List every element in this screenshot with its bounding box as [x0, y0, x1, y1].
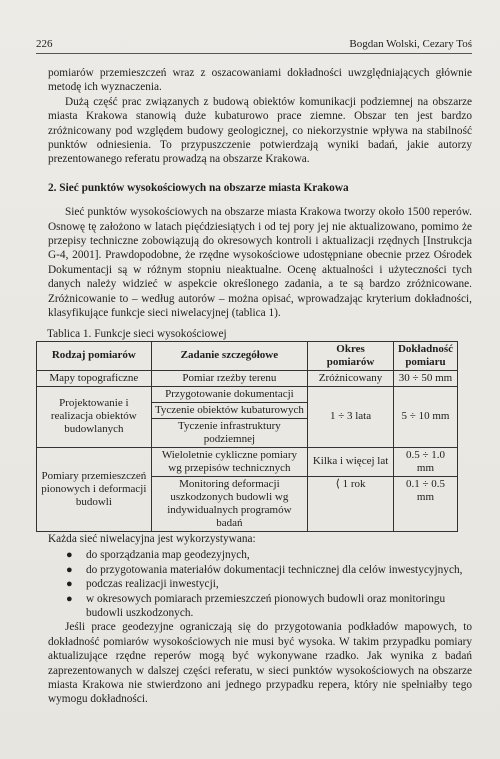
- table-cell: 30 ÷ 50 mm: [393, 370, 457, 386]
- table-row: [37, 386, 458, 402]
- table-cell: Tyczenie obiektów kubaturowych: [151, 402, 307, 418]
- bullet-icon: ●: [66, 592, 73, 605]
- table-row: [37, 370, 458, 386]
- table-header-cell: Okres pomiarów: [308, 341, 394, 370]
- table-header-cell: Zadanie szczegółowe: [151, 341, 307, 370]
- table-cell: Zróżnicowany: [308, 370, 394, 386]
- page-body: [41, 66, 472, 707]
- list-item: ● do przygotowania materiałów dokumentacji technicznej dla celów inwestycyjnych,: [66, 563, 463, 576]
- table-cell: Mapy topograficzne: [37, 370, 152, 386]
- table-cell: 0.1 ÷ 0.5 mm: [393, 476, 457, 531]
- table-header-row: [37, 341, 458, 370]
- list-intro: Każda sieć niwelacyjna jest wykorzystywana:: [48, 532, 256, 545]
- table-cell: Pomiary przemieszczeń pionowych i deformacji budowli: [37, 447, 152, 531]
- table-cell: Monitoring deformacji uszkodzonych budowli wg indywidualnych programów badań: [151, 476, 307, 531]
- table-cell: Kilka i więcej lat: [308, 447, 394, 476]
- table-cell: 1 ÷ 3 lata: [308, 386, 394, 447]
- table-row: [37, 447, 458, 476]
- page-number: 226: [36, 38, 53, 50]
- header-rule: [36, 53, 472, 54]
- table-cell: Przygotowanie dokumentacji: [151, 386, 307, 402]
- bullet-icon: ●: [66, 549, 73, 562]
- bullet-icon: ●: [66, 563, 73, 576]
- list-item: ● do sporządzania map geodezyjnych,: [66, 549, 250, 562]
- table-cell: 5 ÷ 10 mm: [393, 386, 457, 447]
- functions-table: [36, 341, 458, 532]
- running-header: [36, 38, 472, 50]
- paragraph: Dużą część prac związanych z budową obiektów komunikacji podziemnej na obszarze miasta Krakowa stanowią duże kubaturowo prace ziemne. Obszar ten jest bardzo zróżnicowany pod względem budowy geologicznej, co niekorzystnie wpływa na stabilność punktów odniesienia. To przypuszczenie potwierdzają wyniki badań, jakie autorzy prezentowanego referatu prowadzą na obszarze Krakowa.: [48, 95, 472, 166]
- header-authors: Bogdan Wolski, Cezary Toś: [349, 38, 472, 50]
- table-caption: Tablica 1. Funkcje sieci wysokościowej: [47, 327, 227, 340]
- list-item: ● w okresowych pomiarach przemieszczeń pionowych budowli oraz monitoringu budowli uszkodzonych.: [66, 592, 446, 619]
- bullet-icon: ●: [66, 578, 73, 591]
- table-cell: ⟨ 1 rok: [308, 476, 394, 531]
- table-header-cell: Rodzaj pomiarów: [37, 341, 152, 370]
- table-cell: Pomiar rzeźby terenu: [151, 370, 307, 386]
- table-header-cell: Dokładność pomiaru: [393, 341, 457, 370]
- usage-list: [48, 548, 472, 620]
- list-item: ● podczas realizacji inwestycji,: [66, 578, 219, 591]
- closing-paragraph: Jeśli prace geodezyjne ograniczają się do przygotowania podkładów mapowych, to dokładność pomiarów wysokościowych nie musi być wysoka. W takim przypadku pomiary aktualizujące rzędne reperów mogą być wykonywane rzadko. Jak wynika z badań zaprezentowanych w dalszej części referatu, w sieci punktów wysokościowych na obszarze miasta Krakowa nie stwierdzono ani jednego przypadku repera, który nie spełniałby tego wymogu dokładności.: [48, 621, 472, 706]
- table-cell: Tyczenie infrastruktury podziemnej: [151, 418, 307, 447]
- table-cell: 0.5 ÷ 1.0 mm: [393, 447, 457, 476]
- section-title: 2. Sieć punktów wysokościowych na obszarze miasta Krakowa: [48, 181, 349, 194]
- table-cell: Projektowanie i realizacja obiektów budowlanych: [37, 386, 152, 447]
- paragraph-continuation: pomiarów przemieszczeń wraz z oszacowaniami dokładności uwzględniających głównie metodę ich wyznaczenia.: [48, 67, 472, 94]
- section-paragraph: Sieć punktów wysokościowych na obszarze miasta Krakowa tworzy około 1500 reperów. Osnowę tę założono w latach pięćdziesiątych i od tej pory jej nie aktualizowano, pomimo że przepisy techniczne zobowiązują do okresowych kontroli i aktualizacji rzędnych [Instrukcja G-4, 2001]. Prawdopodobne, że rzędne wysokościowe udostępniane obecnie przez Ośrodek Dokumentacji są w różnym stopniu nieaktualne. Ocenę aktualności i użyteczności tych danych należy widzieć w aspekcie określonego zadania, a te są bardzo zróżnicowane. Zróżnicowanie to – według autorów – można opisać, wprowadzając kryterium dokładności, klasyfikujące funkcje sieci niwelacyjnej (tablica 1).: [48, 206, 472, 320]
- table-cell: Wieloletnie cykliczne pomiary wg przepisów technicznych: [151, 447, 307, 476]
